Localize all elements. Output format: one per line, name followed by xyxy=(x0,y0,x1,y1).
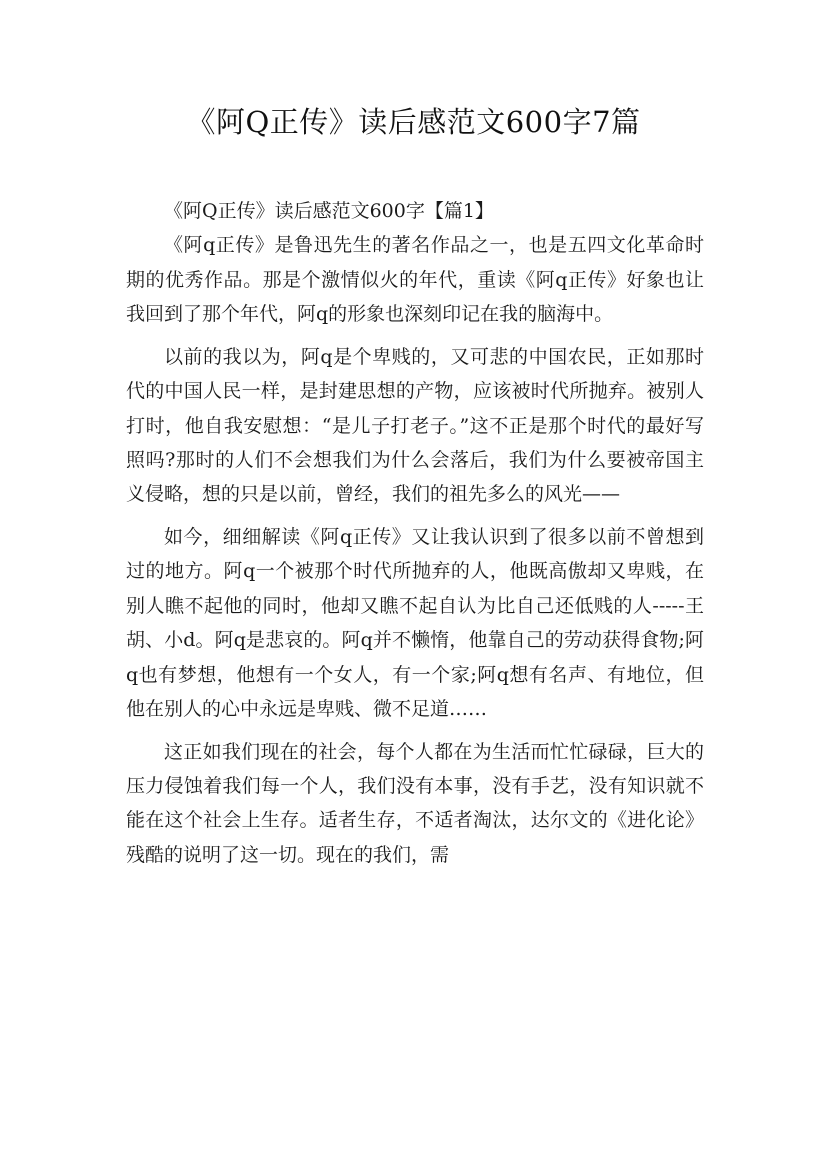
document-body xyxy=(126,194,704,880)
document-title: 《阿Q正传》读后感范文600字7篇 xyxy=(186,105,641,139)
section-heading: 《阿Q正传》读后感范文600字【篇1】 xyxy=(164,200,494,222)
paragraph-3: 如今，细细解读《阿q正传》又让我认识到了很多以前不曾想到过的地方。阿q一个被那个时代所抛弃的人，他既高傲却又卑贱，在别人瞧不起他的同时，他却又瞧不起自认为比自己还低贱的人-----王胡、小d。阿q是悲哀的。阿q并不懒惰，他靠自己的劳动获得食物;阿q也有梦想，他想有一个女人，有一个家;阿q想有名声、有地位，但他在别人的心中永远是卑贱、微不足道…… xyxy=(126,526,704,721)
paragraph-2: 以前的我以为，阿q是个卑贱的，又可悲的中国农民，正如那时代的中国人民一样，是封建思想的产物，应该被时代所抛弃。被别人打时，他自我安慰想：“是儿子打老子。”这不正是那个时代的最好写照吗?那时的人们不会想我们为什么会落后，我们为什么要被帝国主义侵略，想的只是以前，曾经，我们的祖先多么的风光—— xyxy=(126,345,704,506)
paragraph-4: 这正如我们现在的社会，每个人都在为生活而忙忙碌碌，巨大的压力侵蚀着我们每一个人，我们没有本事，没有手艺，没有知识就不能在这个社会上生存。适者生存，不适者淘汰，达尔文的《进化论》残酷的说明了这一切。现在的我们，需 xyxy=(126,740,704,866)
paragraph-1: 《阿q正传》是鲁迅先生的著名作品之一，也是五四文化革命时期的优秀作品。那是个激情似火的年代，重读《阿q正传》好象也让我回到了那个年代，阿q的形象也深刻印记在我的脑海中。 xyxy=(126,234,704,326)
